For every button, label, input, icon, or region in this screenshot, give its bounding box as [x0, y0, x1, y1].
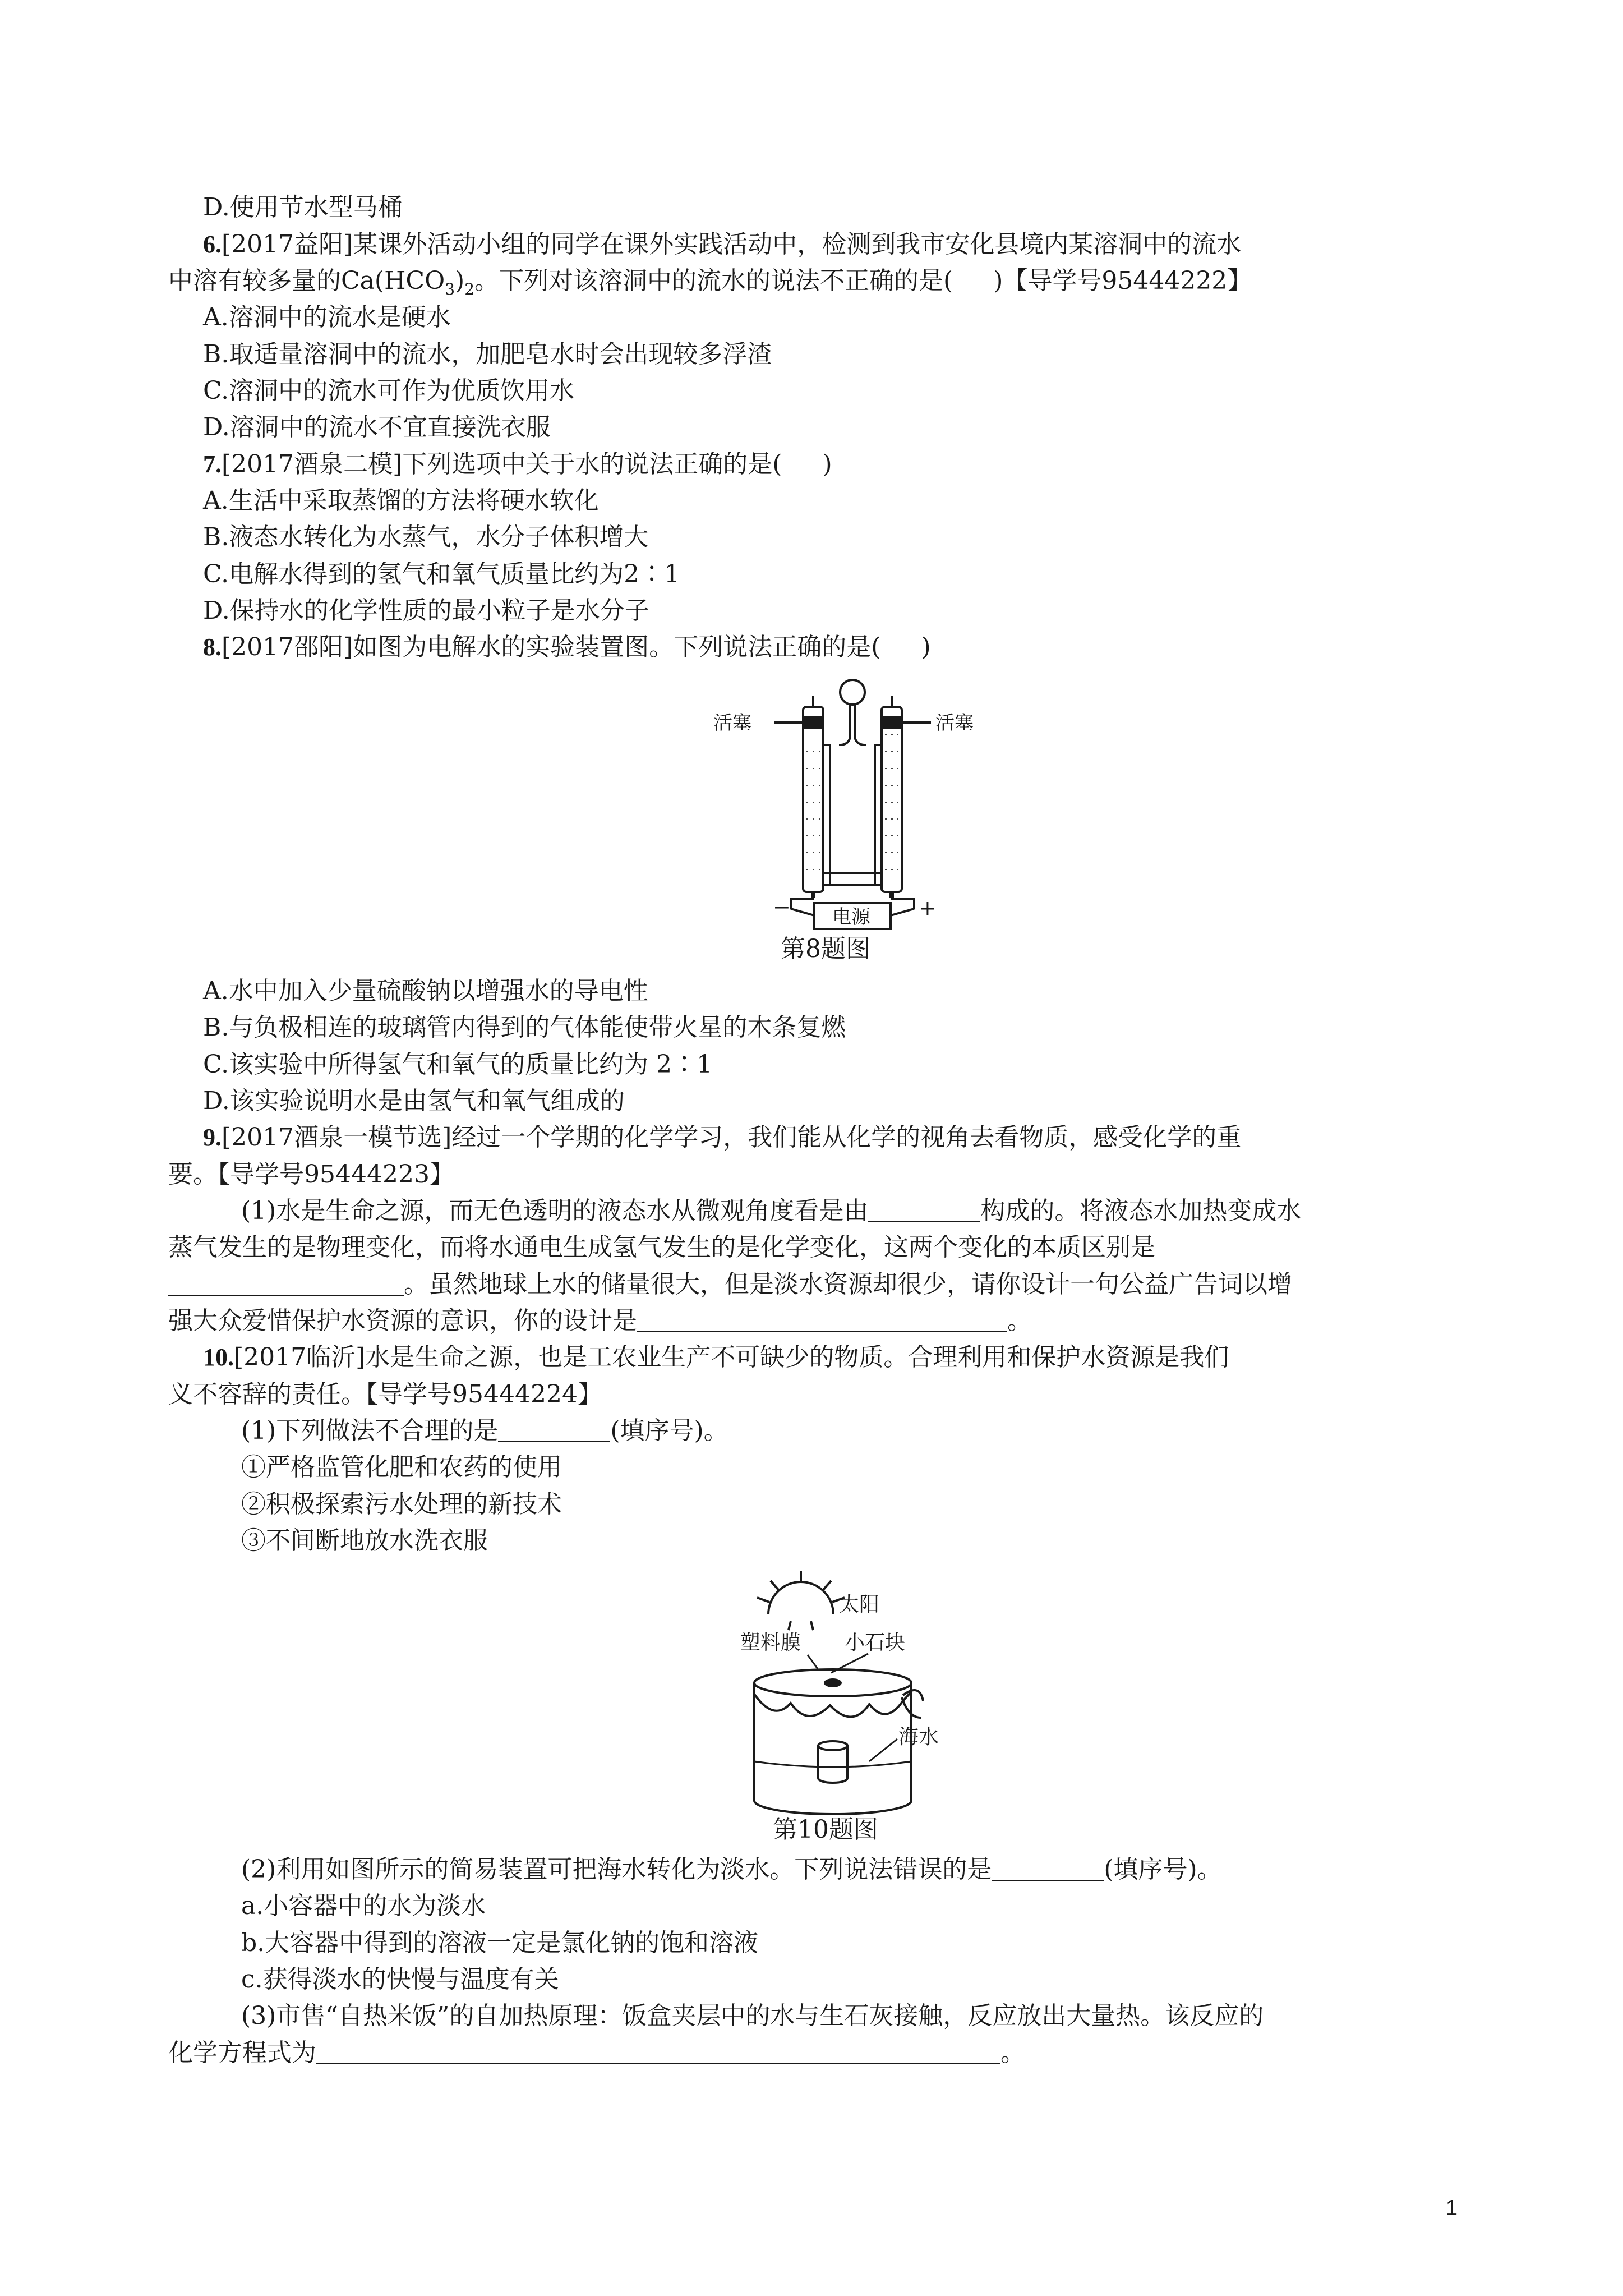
q9-number: 9. — [203, 1124, 222, 1151]
figure-10-caption: 第10题图 — [773, 1815, 878, 1844]
q10-part2-option-b: b.大容器中得到的溶液一定是氯化钠的饱和溶液 — [241, 1929, 759, 1957]
q6-guide-number: )【导学号95444222】 — [993, 266, 1252, 295]
q6-option-d: D.溶洞中的流水不宜直接洗衣服 — [203, 413, 551, 441]
q7-option-b: B.液态水转化为水蒸气，水分子体积增大 — [203, 523, 649, 551]
q10-number: 10. — [203, 1343, 234, 1371]
q10-part1-option2: ②积极探索污水处理的新技术 — [241, 1490, 562, 1519]
q6-option-b: B.取适量溶洞中的流水，加肥皂水时会出现较多浮渣 — [203, 340, 772, 369]
stopcock-right-label: 活塞 — [935, 712, 974, 734]
q10-part2-option-c: c.获得淡水的快慢与温度有关 — [241, 1965, 559, 1994]
q8-option-b: B.与负极相连的玻璃管内得到的气体能使带火星的木条复燃 — [203, 1013, 846, 1042]
q9-stem-text: [2017酒泉一模节选]经过一个学期的化学学习，我们能从化学的视角去看物质，感受化学的重 — [222, 1123, 1242, 1152]
negative-terminal-label: − — [773, 895, 791, 919]
q9-part1-line4 — [168, 1303, 1032, 1340]
q8-number: 8. — [203, 633, 222, 661]
q9-part1-text: 强大众爱惜保护水资源的意识，你的设计是 — [168, 1306, 637, 1335]
q8-stem — [203, 629, 931, 666]
q10-part3-text: 化学方程式为 — [168, 2039, 316, 2067]
q10-part2-line — [241, 1851, 1222, 1888]
answer-blank[interactable] — [637, 1303, 1007, 1332]
q5-option-d: D.使用节水型马桶 — [203, 193, 403, 222]
q10-part3-line2 — [168, 2035, 1025, 2072]
q8-stem-text: [2017邵阳]如图为电解水的实验装置图。下列说法正确的是( — [222, 633, 881, 661]
q9-stem-line2: 要。【导学号95444223】 — [168, 1160, 454, 1189]
q10-part3-line1: (3)市售“自热米饭”的自加热原理：饭盒夹层中的水与生石灰接触，反应放出大量热。该反应的 — [241, 2001, 1264, 2030]
sun-label: 太阳 — [839, 1593, 880, 1616]
q6-number: 6. — [203, 231, 222, 258]
q9-part1-text: 。虽然地球上水的储量很大，但是淡水资源却很少，请你设计一句公益广告词以增 — [404, 1270, 1292, 1299]
q9-part1-line2: 蒸气发生的是物理变化，而将水通电生成氢气发生的是化学变化，这两个变化的本质区别是 — [168, 1233, 1155, 1262]
q9-part1-text: (1)水是生命之源，而无色透明的液态水从微观角度看是由 — [241, 1197, 869, 1225]
small-stone-label: 小石块 — [845, 1631, 906, 1654]
answer-blank[interactable] — [316, 2035, 1000, 2064]
answer-blank[interactable] — [498, 1413, 610, 1442]
q7-option-c: C.电解水得到的氢气和氧气质量比约为2∶1 — [203, 560, 680, 588]
q8-option-d: D.该实验说明水是由氢气和氧气组成的 — [203, 1087, 625, 1115]
q9-part1-line1 — [241, 1193, 1301, 1230]
q6-option-a: A.溶洞中的流水是硬水 — [203, 303, 451, 332]
q10-part3-text: 。 — [1000, 2039, 1025, 2067]
q9-part1-line3 — [168, 1266, 1292, 1303]
q10-stem-line1 — [203, 1339, 1229, 1376]
answer-blank[interactable] — [168, 1267, 404, 1296]
q7-option-d: D.保持水的化学性质的最小粒子是水分子 — [203, 596, 649, 625]
figure-8-caption: 第8题图 — [781, 935, 870, 963]
q10-part1-option1: ①严格监管化肥和农药的使用 — [241, 1453, 562, 1481]
paren-close: ) — [921, 633, 931, 661]
q6-stem-text: 。下列对该溶洞中的流水的说法不正确的是( — [474, 266, 953, 295]
q10-part1-line — [241, 1412, 728, 1450]
q10-part1-text: (1)下列做法不合理的是 — [241, 1416, 499, 1445]
electrolysis-apparatus-figure — [712, 673, 993, 931]
q6-subscript: 3 — [445, 280, 455, 298]
power-source-label: 电源 — [832, 906, 870, 928]
q9-part1-text: 构成的。将液态水加热变成水 — [980, 1197, 1302, 1225]
q6-formula-part: 中溶有较多量的Ca(HCO — [168, 266, 445, 295]
q10-part1-option3: ③不间断地放水洗衣服 — [241, 1526, 488, 1555]
q7-stem-text: [2017酒泉二模]下列选项中关于水的说法正确的是( — [222, 450, 782, 478]
q10-stem-line2: 义不容辞的责任。【导学号95444224】 — [168, 1380, 602, 1409]
plastic-film-label: 塑料膜 — [740, 1631, 801, 1654]
q6-stem-text: [2017益阳]某课外活动小组的同学在课外实践活动中，检测到我市安化县境内某溶洞中的流水 — [222, 230, 1242, 259]
q9-stem-line1 — [203, 1119, 1241, 1156]
desalination-device-figure — [723, 1571, 959, 1818]
q10-part2-text: (2)利用如图所示的简易装置可把海水转化为淡水。下列说法错误的是 — [241, 1855, 992, 1884]
answer-blank[interactable] — [868, 1193, 980, 1222]
q6-option-c: C.溶洞中的流水可作为优质饮用水 — [203, 376, 575, 405]
q6-stem-line1 — [203, 226, 1241, 263]
q10-stem-text: [2017临沂]水是生命之源，也是工农业生产不可缺少的物质。合理利用和保护水资源是我们 — [234, 1343, 1229, 1372]
q6-formula-close: ) — [455, 266, 465, 295]
q8-option-c: C.该实验中所得氢气和氧气的质量比约为 2∶1 — [203, 1050, 713, 1079]
stopcock-left-label: 活塞 — [713, 712, 751, 734]
q6-subscript: 2 — [464, 280, 475, 298]
page-number: 1 — [1445, 2196, 1458, 2220]
q7-stem — [203, 446, 832, 483]
seawater-label: 海水 — [898, 1726, 939, 1749]
q8-option-a: A.水中加入少量硫酸钠以增强水的导电性 — [203, 977, 648, 1005]
positive-terminal-label: + — [919, 896, 937, 921]
paren-close: ) — [822, 450, 832, 478]
q10-part2-text: (填序号)。 — [1104, 1855, 1222, 1884]
q10-part1-text: (填序号)。 — [610, 1416, 728, 1445]
q10-part2-option-a: a.小容器中的水为淡水 — [241, 1892, 486, 1920]
q7-number: 7. — [203, 450, 222, 478]
q9-part1-text: 。 — [1007, 1306, 1032, 1335]
answer-blank[interactable] — [992, 1852, 1104, 1881]
q7-option-a: A.生活中采取蒸馏的方法将硬水软化 — [203, 486, 599, 515]
